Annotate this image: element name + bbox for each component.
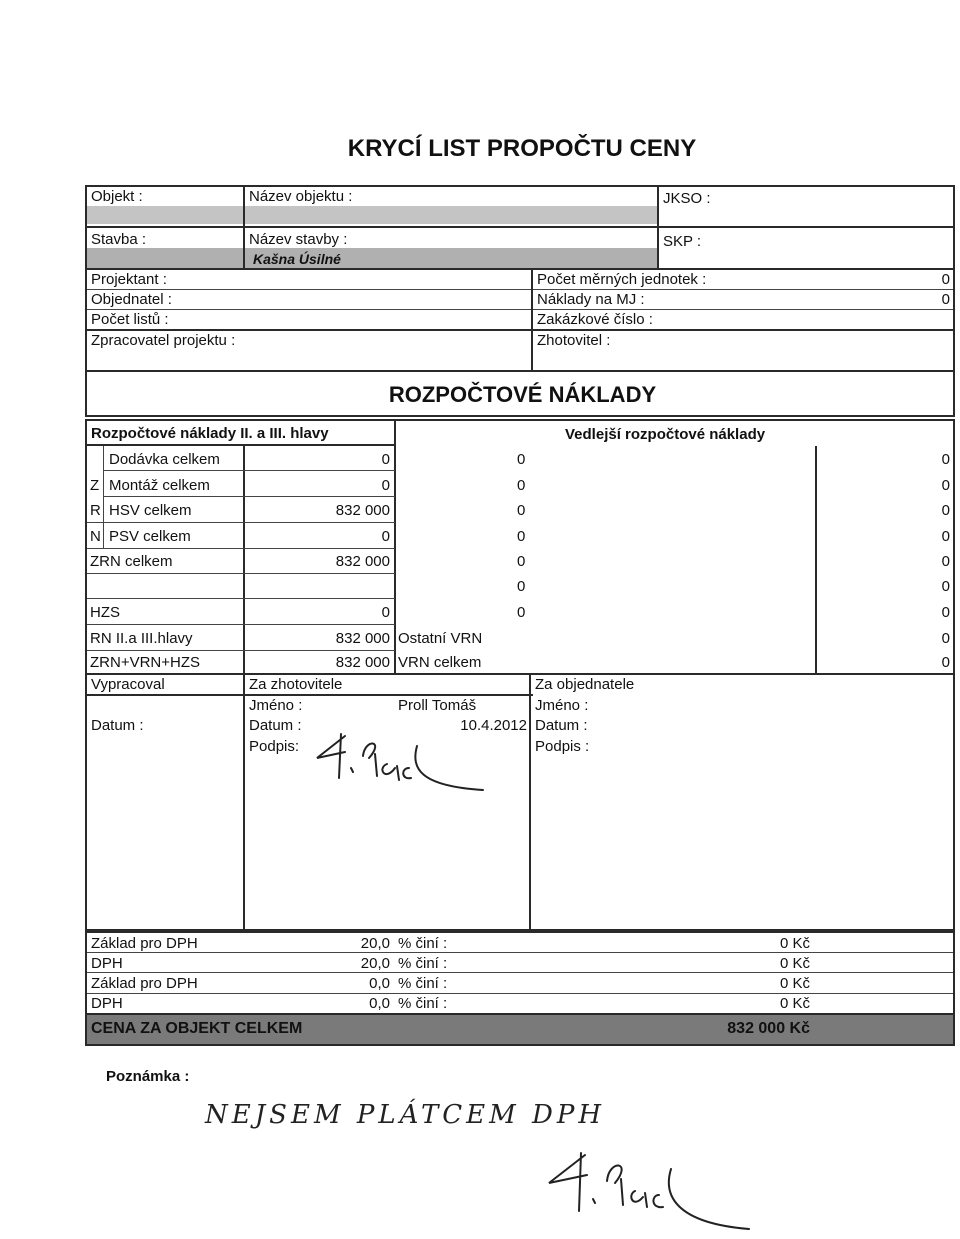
signature-image [305,728,485,798]
vat-rate: 20,0 [360,955,390,972]
row-value: 832 000 [335,502,390,519]
jmeno-value: Proll Tomáš [398,697,477,714]
row-label: ZRN+VRN+HZS [90,654,201,671]
row-right: 0 [941,578,950,595]
vat-amount: 0 Kč [779,935,810,952]
naklady-mj-label: Náklady na MJ : [537,291,645,308]
podpis-label: Podpis: [249,738,300,755]
nazev-stavby-value: Kašna Úsilné [253,251,341,267]
za-objednatele-label: Za objednatele [535,676,635,693]
row-right: 0 [941,477,950,494]
jmeno-obj-label: Jméno : [535,697,589,714]
row-value: 0 [381,528,390,545]
vat-label: Základ pro DPH [91,975,198,992]
vat-pct: % činí : [398,935,448,952]
row-label: Montáž celkem [109,477,210,494]
vat-pct: % činí : [398,995,448,1012]
row-right: 0 [941,654,950,671]
row-right: 0 [941,451,950,468]
row-mid: 0 [517,553,526,570]
signature-image-2 [535,1145,755,1235]
datum-obj-label: Datum : [535,717,588,734]
row-label: PSV celkem [109,528,191,545]
row-right: 0 [941,604,950,621]
row-value: 832 000 [335,654,390,671]
zpracovatel-label: Zpracovatel projektu : [91,332,236,349]
section-title: ROZPOČTOVÉ NÁKLADY [388,382,657,407]
page-title: KRYCÍ LIST PROPOČTU CENY [347,135,697,162]
left-heading: Rozpočtové náklady II. a III. hlavy [91,425,329,442]
zhotovitel-label: Zhotovitel : [537,332,611,349]
skp-label: SKP : [663,233,702,250]
row-mid: 0 [517,477,526,494]
vat-amount: 0 Kč [779,955,810,972]
row-mid: 0 [517,578,526,595]
datum-value: 10.4.2012 [460,717,527,734]
row-right: 0 [941,528,950,545]
row-value: 0 [381,604,390,621]
datum-left-label: Datum : [91,717,144,734]
row-label: HSV celkem [109,502,192,519]
row-label: Dodávka celkem [109,451,220,468]
pocet-listu-label: Počet listů : [91,311,169,328]
vypracoval-label: Vypracoval [91,676,165,693]
stavba-label: Stavba : [91,231,147,248]
row-mid: 0 [517,502,526,519]
row-label: ZRN celkem [90,553,173,570]
vat-rate: 20,0 [360,935,390,952]
row-value: 832 000 [335,553,390,570]
row-value: 0 [381,477,390,494]
zrn-letter: R [90,502,101,519]
row-mid: 0 [517,528,526,545]
row-right: 0 [941,502,950,519]
row-label: HZS [90,604,120,621]
row-value: 0 [381,451,390,468]
jkso-label: JKSO : [663,190,711,207]
vat-label: DPH [91,995,123,1012]
datum-label: Datum : [249,717,302,734]
zrn-letter: Z [90,477,100,494]
vat-label: DPH [91,955,123,972]
pocet-mj-value: 0 [941,271,950,288]
vat-pct: % činí : [398,975,448,992]
total-label: CENA ZA OBJEKT CELKEM [91,1020,303,1037]
total-value: 832 000 Kč [727,1020,810,1037]
zakazkove-label: Zakázkové číslo : [537,311,653,328]
row-label: RN II.a III.hlavy [90,630,193,647]
pocet-mj-label: Počet měrných jednotek : [537,271,707,288]
vat-pct: % činí : [398,955,448,972]
objednatel-label: Objednatel : [91,291,172,308]
projektant-label: Projektant : [91,271,167,288]
row-right: 0 [941,553,950,570]
row-value: 832 000 [335,630,390,647]
handwritten-note: NEJSEM PLÁTCEM DPH [205,1100,606,1130]
row-mid: 0 [517,451,526,468]
jmeno-label: Jméno : [249,697,303,714]
vat-amount: 0 Kč [779,975,810,992]
row-mid: VRN celkem [398,654,482,671]
row-right: 0 [941,630,950,647]
podpis-obj-label: Podpis : [535,738,590,755]
row-mid: 0 [517,604,526,621]
stavba-shade [87,248,657,268]
vat-rate: 0,0 [369,975,390,992]
vat-label: Základ pro DPH [91,935,198,952]
za-zhotovitele-label: Za zhotovitele [249,676,343,693]
nazev-objektu-label: Název objektu : [249,188,353,205]
vat-amount: 0 Kč [779,995,810,1012]
right-heading: Vedlejší rozpočtové náklady [565,426,766,443]
vat-rate: 0,0 [369,995,390,1012]
nazev-stavby-label: Název stavby : [249,231,348,248]
note-label: Poznámka : [106,1068,190,1085]
zrn-letter: N [90,528,101,545]
signature-box [85,675,955,931]
row-mid: Ostatní VRN [398,630,483,647]
objekt-shade [87,206,657,224]
objekt-label: Objekt : [91,188,143,205]
naklady-mj-value: 0 [941,291,950,308]
